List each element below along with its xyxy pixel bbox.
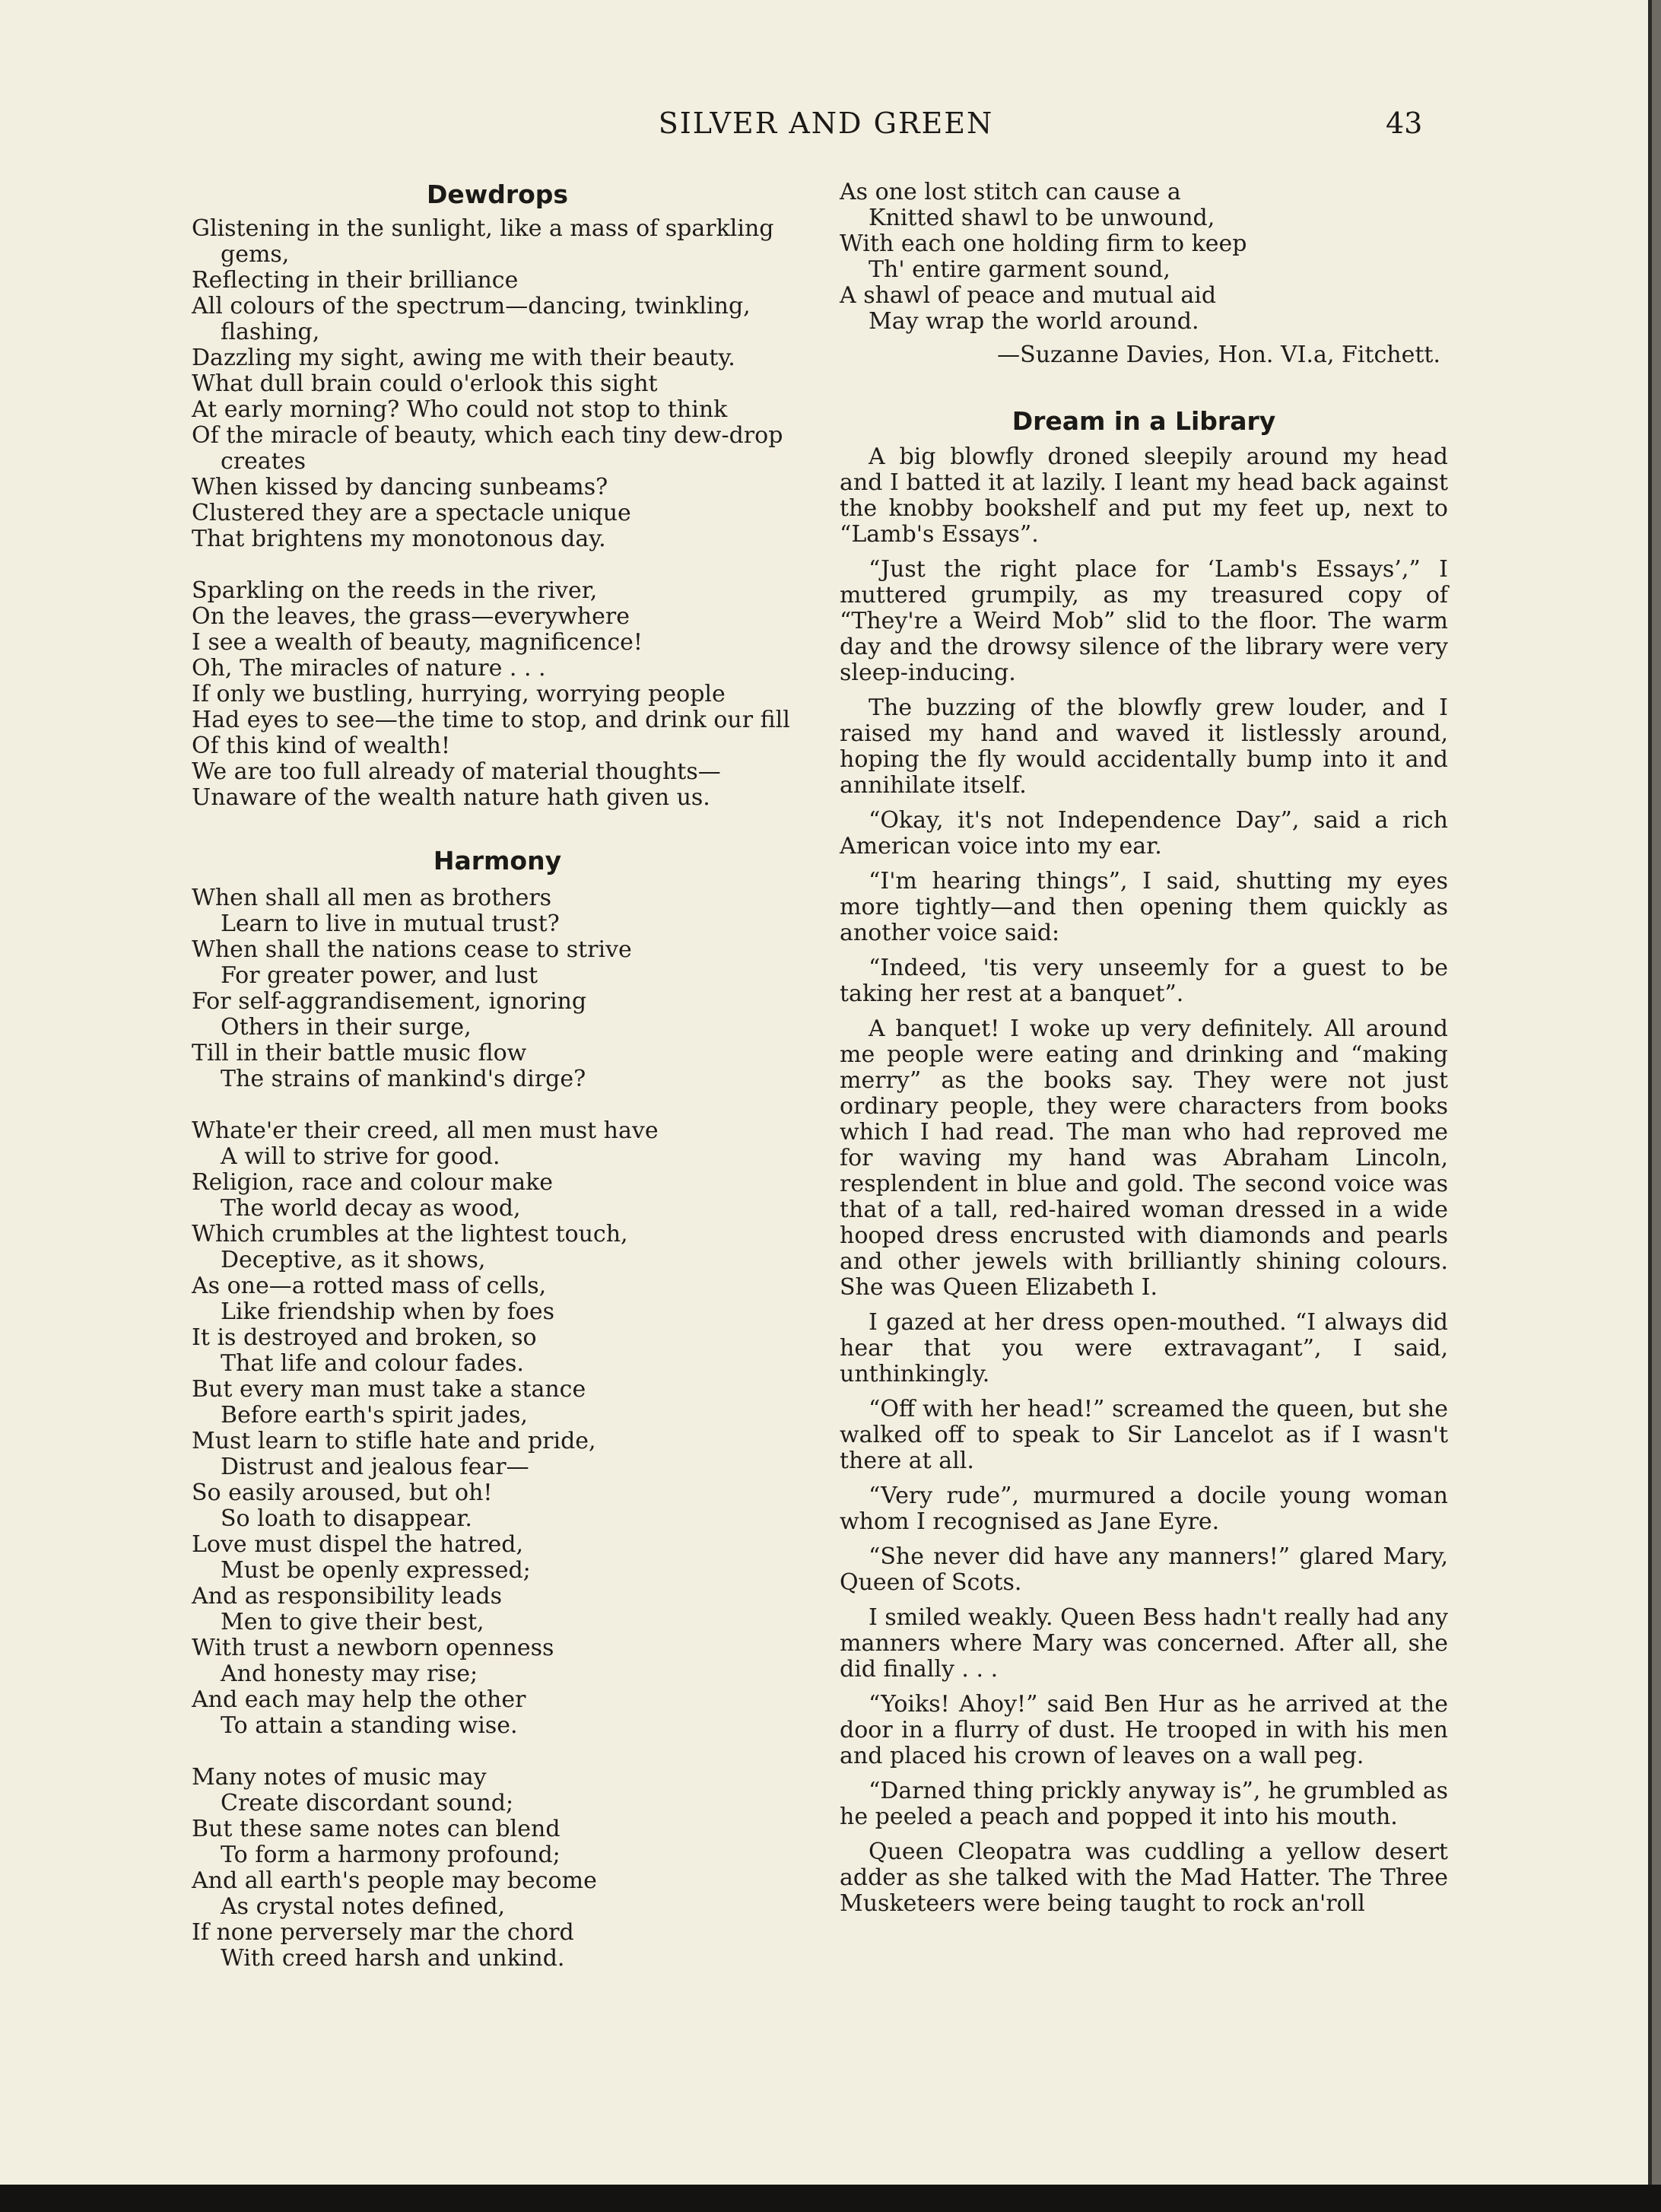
- poem-line: Before earth's spirit jades,: [221, 1402, 528, 1429]
- poem-line: As one—a rotted mass of cells,: [192, 1273, 547, 1299]
- poem-line: And honesty may rise;: [221, 1661, 478, 1687]
- poem-line: Religion, race and colour make: [192, 1169, 554, 1196]
- story-paragraph: “Just the right place for ‘Lamb's Essays’,” I muttered grumpily, as my treasured copy of “They're a Weird Mob” slid to the floor. The warm day and the drowsy silence of the library were very sleep-inducing.: [840, 556, 1448, 686]
- poem-line: Sparkling on the reeds in the river,: [192, 577, 598, 604]
- poem-line: May wrap the world around.: [869, 308, 1199, 335]
- poem-line: With each one holding firm to keep: [840, 230, 1247, 257]
- story-paragraph: A big blowfly droned sleepily around my head and I batted it at lazily. I leant my head back against the knobby bookshelf and put my feet up, next to “Lamb's Essays”.: [840, 443, 1448, 548]
- poem-line: Of the miracle of beauty, which each tiny dew-drop creates: [192, 422, 783, 475]
- harmony-stanza-1: [192, 885, 803, 1092]
- story-paragraph: “Yoiks! Ahoy!” said Ben Hur as he arrived at the door in a flurry of dust. He trooped in with his men and placed his crown of leaves on a wall peg.: [840, 1691, 1448, 1769]
- dream-story: [840, 444, 1448, 1917]
- poem-line: Men to give their best,: [221, 1609, 484, 1635]
- dewdrops-stanza-1: [192, 216, 803, 552]
- poem-line: A shawl of peace and mutual aid: [840, 282, 1217, 309]
- poem-line: Deceptive, as it shows,: [221, 1247, 486, 1273]
- poem-line: And each may help the other: [192, 1686, 526, 1713]
- poem-line: And as responsibility leads: [192, 1583, 502, 1610]
- harmony-stanza-4: [840, 180, 1448, 335]
- poem-line: Of this kind of wealth!: [192, 733, 451, 759]
- poem-line: But these same notes can blend: [192, 1816, 561, 1842]
- poem-line: So loath to disappear.: [221, 1505, 472, 1532]
- left-column: [192, 180, 803, 1972]
- dewdrops-title: Dewdrops: [426, 180, 569, 209]
- poem-line: When shall all men as brothers: [192, 885, 552, 911]
- story-paragraph: “She never did have any manners!” glared Mary, Queen of Scots.: [840, 1543, 1448, 1596]
- story-paragraph: “Very rude”, murmured a docile young woman whom I recognised as Jane Eyre.: [840, 1483, 1448, 1535]
- poem-line: For greater power, and lust: [221, 962, 538, 989]
- poem-line: Glistening in the sunlight, like a mass of sparkling gems,: [192, 215, 774, 268]
- poem-line: Like friendship when by foes: [221, 1298, 554, 1325]
- poem-line: When shall the nations cease to strive: [192, 936, 632, 963]
- poem-line: Dazzling my sight, awing me with their beauty.: [192, 345, 735, 371]
- story-paragraph: I smiled weakly. Queen Bess hadn't really had any manners where Mary was concerned. After all, she did finally . . .: [840, 1604, 1448, 1683]
- poem-line: To attain a standing wise.: [221, 1712, 518, 1739]
- poem-line: With trust a newborn openness: [192, 1635, 554, 1661]
- story-paragraph: “Off with her head!” screamed the queen, but she walked off to speak to Sir Lancelot as if I wasn't there at all.: [840, 1396, 1448, 1474]
- story-paragraph: The buzzing of the blowfly grew louder, and I raised my hand and waved it listlessly around, hoping the fly would accidentally bump into it and annihilate itself.: [840, 694, 1448, 799]
- poem-line: What dull brain could o'erlook this sight: [192, 370, 658, 397]
- poem-line: As one lost stitch can cause a: [840, 179, 1181, 205]
- page-number: 43: [1386, 106, 1423, 140]
- story-paragraph: “Indeed, 'tis very unseemly for a guest to be taking her rest at a banquet”.: [840, 955, 1448, 1007]
- story-paragraph: A banquet! I woke up very definitely. All around me people were eating and drinking and “making merry” as the books say. They were not just ordinary people, they were characters from books which I had read. The man who had reproved me for waving my hand was Abraham Lincoln, resplendent in blue and gold. The second voice was that of a tall, red-haired woman dressed in a wide hooped dress encrusted with diamonds and pearls and other jewels with brilliantly shining colours. She was Queen Elizabeth I.: [840, 1015, 1448, 1301]
- poem-line: All colours of the spectrum—dancing, twinkling, flashing,: [192, 293, 751, 345]
- harmony-title: Harmony: [433, 846, 562, 876]
- story-paragraph: “Okay, it's not Independence Day”, said a rich American voice into my ear.: [840, 807, 1448, 860]
- running-head: [0, 106, 1652, 152]
- dream-title: Dream in a Library: [1012, 406, 1276, 436]
- poem-line: With creed harsh and unkind.: [221, 1945, 565, 1972]
- poem-line: When kissed by dancing sunbeams?: [192, 474, 608, 501]
- poem-line: A will to strive for good.: [221, 1143, 500, 1170]
- harmony-stanza-3: [192, 1765, 803, 1972]
- poem-line: And all earth's people may become: [192, 1867, 597, 1894]
- poem-line: For self-aggrandisement, ignoring: [192, 988, 587, 1015]
- poem-line: Unaware of the wealth nature hath given us.: [192, 784, 710, 811]
- poem-line: Create discordant sound;: [221, 1790, 514, 1816]
- poem-line: But every man must take a stance: [192, 1376, 586, 1403]
- right-column: [840, 180, 1448, 1926]
- poem-line: That brightens my monotonous day.: [192, 526, 606, 552]
- poem-line: Whate'er their creed, all men must have: [192, 1117, 659, 1144]
- poem-line: I see a wealth of beauty, magnificence!: [192, 629, 643, 656]
- poem-line: So easily aroused, but oh!: [192, 1479, 493, 1506]
- poem-line: As crystal notes defined,: [221, 1893, 506, 1920]
- poem-line: On the leaves, the grass—everywhere: [192, 603, 630, 630]
- poem-line: Must learn to stifle hate and pride,: [192, 1428, 596, 1454]
- poem-line: If none perversely mar the chord: [192, 1919, 574, 1946]
- story-paragraph: I gazed at her dress open-mouthed. “I always did hear that you were extravagant”, I said, unthinkingly.: [840, 1309, 1448, 1387]
- scan-bottom-edge: [0, 2185, 1661, 2212]
- poem-line: At early morning? Who could not stop to think: [192, 396, 728, 423]
- poem-line: Had eyes to see—the time to stop, and drink our fill: [192, 707, 790, 733]
- poem-line: Knitted shawl to be unwound,: [869, 205, 1215, 231]
- poem-line: The world decay as wood,: [221, 1195, 521, 1222]
- poem-line: Love must dispel the hatred,: [192, 1531, 524, 1558]
- poem-line: Others in their surge,: [221, 1014, 472, 1041]
- story-paragraph: Queen Cleopatra was cuddling a yellow desert adder as she talked with the Mad Hatter. The Three Musketeers were being taught to rock an'roll: [840, 1839, 1448, 1917]
- poem-signature: —Suzanne Davies, Hon. VI.a, Fitchett.: [997, 342, 1440, 368]
- poem-line: Many notes of music may: [192, 1764, 487, 1791]
- poem-line: Distrust and jealous fear—: [221, 1454, 529, 1480]
- dewdrops-stanza-2: [192, 578, 803, 811]
- poem-line: Th' entire garment sound,: [869, 256, 1170, 283]
- poem-line: It is destroyed and broken, so: [192, 1324, 537, 1351]
- poem-line: Reflecting in their brilliance: [192, 267, 519, 294]
- poem-line: Oh, The miracles of nature . . .: [192, 655, 546, 682]
- running-title: SILVER AND GREEN: [658, 106, 994, 140]
- story-paragraph: “I'm hearing things”, I said, shutting my eyes more tightly—and then opening them quickly as another voice said:: [840, 868, 1448, 946]
- poem-line: The strains of mankind's dirge?: [221, 1066, 586, 1092]
- poem-line: We are too full already of material thoughts—: [192, 758, 721, 785]
- poem-line: If only we bustling, hurrying, worrying people: [192, 681, 726, 707]
- poem-line: Which crumbles at the lightest touch,: [192, 1221, 628, 1247]
- poem-line: To form a harmony profound;: [221, 1842, 561, 1868]
- poem-line: That life and colour fades.: [221, 1350, 524, 1377]
- poem-line: Clustered they are a spectacle unique: [192, 500, 631, 526]
- harmony-stanza-2: [192, 1118, 803, 1739]
- poem-line: Must be openly expressed;: [221, 1557, 531, 1584]
- story-paragraph: “Darned thing prickly anyway is”, he grumbled as he peeled a peach and popped it into his mouth.: [840, 1778, 1448, 1830]
- poem-line: Till in their battle music flow: [192, 1040, 527, 1066]
- poem-line: Learn to live in mutual trust?: [221, 911, 560, 937]
